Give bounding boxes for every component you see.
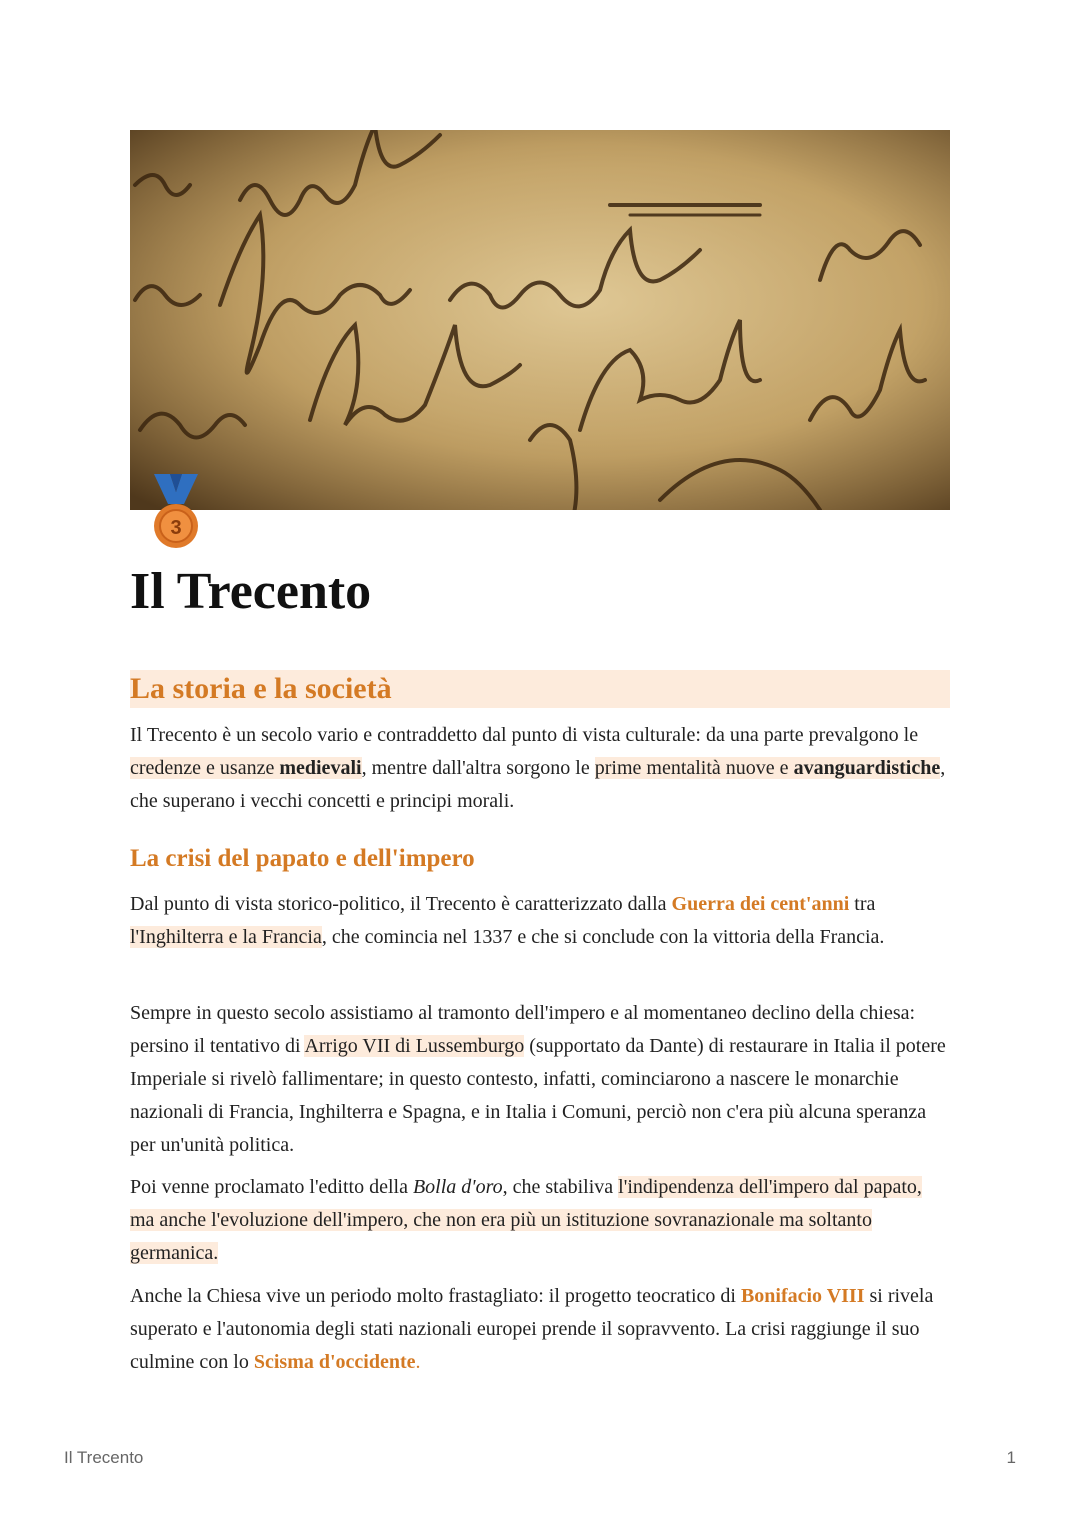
medal-number: 3 (170, 517, 182, 539)
subsection-heading-crisi: La crisi del papato e dell'impero (130, 845, 475, 872)
section-heading-storia: La storia e la società (130, 670, 950, 708)
footer-title: Il Trecento (64, 1448, 144, 1467)
page-title: Il Trecento (130, 563, 372, 620)
paragraph-chiesa: Anche la Chiesa vive un periodo molto frastagliato: il progetto teocratico di Bonifacio VIII si rivela superato e l'autonomia degli stati nazionali europei prende il sopravvento. La crisi raggiunge il suo culmine con lo Scisma d'occidente. (130, 1285, 934, 1373)
cover-image (130, 130, 950, 510)
paragraph-impero: Sempre in questo secolo assistiamo al tramonto dell'impero e al momentaneo declino della chiesa: persino il tentativo di Arrigo VII di Lussemburgo (supportato da Dante) di restaurare in Italia il potere Imperiale si rivelò fallimentare; in questo contesto, infatti, cominciarono a nascere le monarchie nazionali di Francia, Inghilterra e Spagna, e in Italia i Comuni, perciò non c'era più alcuna speranza per un'unità politica. (130, 1002, 946, 1156)
bronze-medal-icon (150, 474, 202, 550)
paragraph-intro: Il Trecento è un secolo vario e contraddetto dal punto di vista culturale: da una parte prevalgono le credenze e usanze medievali, mentre dall'altra sorgono le prime mentalità nuove e avanguardistiche, che superano i vecchi concetti e principi morali. (130, 724, 946, 812)
page-number: 1 (1006, 1448, 1016, 1467)
paragraph-guerra: Dal punto di vista storico-politico, il Trecento è caratterizzato dalla Guerra dei cent'anni tra l'Inghilterra e la Francia, che comincia nel 1337 e che si conclude con la vittoria della Francia. (130, 893, 885, 948)
paragraph-bolla: Poi venne proclamato l'editto della Bolla d'oro, che stabiliva l'indipendenza dell'impero dal papato, ma anche l'evoluzione dell'impero, che non era più un istituzione sovranazionale ma soltanto germanica. (130, 1176, 922, 1264)
